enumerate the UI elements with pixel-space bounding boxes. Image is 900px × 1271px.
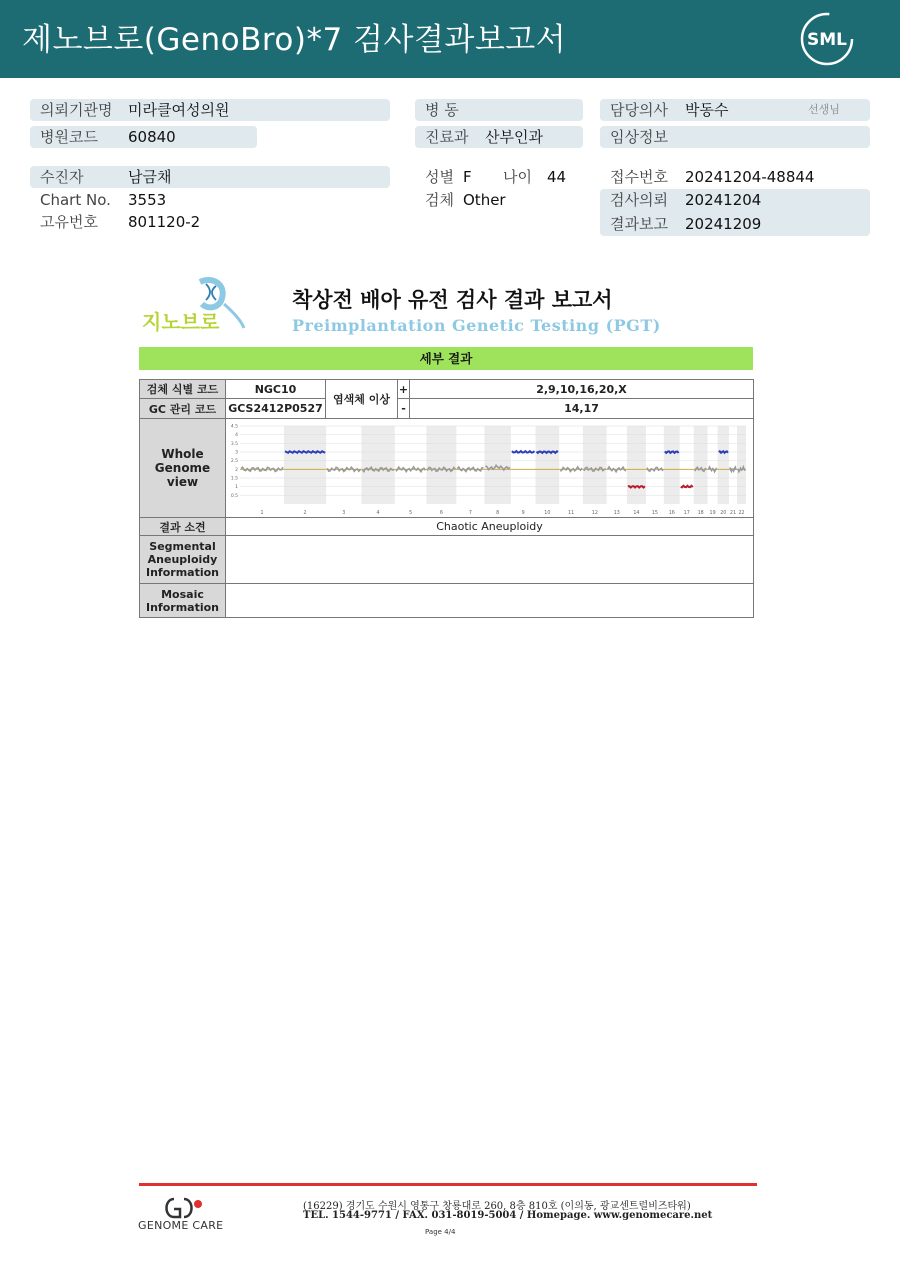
chromosome-band xyxy=(718,426,729,504)
field-label: 병 동 xyxy=(425,101,459,119)
field-unique-no xyxy=(30,211,390,233)
genobro-logo-text: 지노브로 xyxy=(142,310,220,334)
findings-value: Chaotic Aneuploidy xyxy=(226,518,754,536)
segment-gain-chr2 xyxy=(285,451,325,453)
field-value: Other xyxy=(463,191,506,209)
x-tick-label: 2 xyxy=(303,510,307,516)
result-table xyxy=(139,379,754,618)
field-label: 접수번호 xyxy=(610,168,668,186)
field-label: 진료과 xyxy=(425,128,469,146)
field-label: 검체 xyxy=(425,191,454,209)
field-hospital-code xyxy=(30,126,257,148)
segment-loss-chr14 xyxy=(628,486,645,487)
footer-address: (16229) 경기도 수원시 영통구 창룡대로 260, 8층 810호 (이의동, 광교센트럴비즈타워) xyxy=(303,1201,691,1212)
y-tick-label: 3 xyxy=(235,450,238,455)
x-tick-label: 5 xyxy=(409,510,413,516)
section-title: 세부 결과 xyxy=(139,347,753,370)
x-tick-label: 13 xyxy=(613,510,620,516)
field-sex-age xyxy=(415,166,583,188)
y-tick-label: 3.5 xyxy=(230,441,238,447)
gain-sign: + xyxy=(398,380,410,399)
specimen-code-label: 검체 식별 코드 xyxy=(140,380,226,399)
y-tick-label: 4.5 xyxy=(230,424,238,429)
mosaic-label: Mosaic Information xyxy=(140,584,226,618)
header-bar xyxy=(0,0,900,78)
field-value: 20241209 xyxy=(685,215,762,233)
x-tick-label: 6 xyxy=(439,510,443,516)
x-tick-label: 17 xyxy=(683,510,690,516)
table-row xyxy=(140,518,754,536)
whole-genome-chart xyxy=(226,420,752,517)
sml-logo-icon xyxy=(800,12,854,66)
segmental-value xyxy=(226,536,754,584)
footer-divider xyxy=(139,1183,757,1186)
field-value: 20241204 xyxy=(685,191,762,209)
field-dates xyxy=(600,189,870,236)
field-department xyxy=(415,126,583,148)
chromosome-band xyxy=(627,426,646,504)
x-tick-label: 19 xyxy=(709,510,716,516)
y-tick-label: 2 xyxy=(235,467,238,473)
genobro-logo-icon xyxy=(140,274,255,336)
genome-care-name: GENOME CARE xyxy=(138,1219,224,1232)
field-label: 검사의뢰 xyxy=(610,191,668,209)
field-value: 20241204-48844 xyxy=(685,168,815,186)
field-requesting-institution xyxy=(30,99,390,121)
field-label: 담당의사 xyxy=(610,101,668,119)
pgt-title-ko: 착상전 배아 유전 검사 결과 보고서 xyxy=(292,288,613,312)
field-value: 3553 xyxy=(128,191,167,209)
field-label: 결과보고 xyxy=(610,215,668,233)
chromosome-band xyxy=(426,426,456,504)
gc-code-value: GCS2412P0527 xyxy=(226,399,326,419)
x-tick-label: 9 xyxy=(521,510,525,516)
chromosome-band xyxy=(664,426,680,504)
field-label: 수진자 xyxy=(40,168,84,186)
segment-gain-chr20 xyxy=(719,451,728,453)
field-label: 성별 xyxy=(425,168,454,186)
field-receipt-no xyxy=(600,166,870,188)
x-tick-label: 12 xyxy=(591,510,598,516)
segmental-label: Segmental Aneuploidy Information xyxy=(140,536,226,584)
field-clinical-info xyxy=(600,126,870,148)
x-tick-label: 3 xyxy=(342,510,346,516)
report-title: 제노브로(GenoBro)*7 검사결과보고서 xyxy=(22,22,567,58)
field-value: 박동수 xyxy=(685,101,729,119)
field-label: 고유번호 xyxy=(40,213,98,231)
field-doctor xyxy=(600,99,870,121)
page-number: Page 4/4 xyxy=(425,1228,456,1236)
gc-code-label: GC 관리 코드 xyxy=(140,399,226,419)
specimen-code-value: NGC10 xyxy=(226,380,326,399)
segment-normal-chr21 xyxy=(730,467,736,471)
field-value: 산부인과 xyxy=(485,128,543,146)
chromosome-band xyxy=(583,426,607,504)
x-tick-label: 20 xyxy=(720,510,727,516)
field-value: 801120-2 xyxy=(128,213,201,231)
sex-value: F xyxy=(463,168,472,186)
field-label: 병원코드 xyxy=(40,128,98,146)
doctor-suffix: 선생님 xyxy=(808,103,840,116)
chrom-abnormal-label: 염색체 이상 xyxy=(326,380,398,419)
y-tick-label: 0.5 xyxy=(230,493,238,499)
age-value: 44 xyxy=(547,168,567,186)
y-tick-label: 4 xyxy=(235,432,238,438)
table-row xyxy=(140,584,754,618)
x-tick-label: 8 xyxy=(496,510,500,516)
x-tick-label: 21 xyxy=(729,510,737,516)
loss-sign: - xyxy=(398,399,410,419)
x-tick-label: 4 xyxy=(376,510,380,516)
x-tick-label: 7 xyxy=(468,510,472,516)
gain-value: 2,9,10,16,20,X xyxy=(410,380,754,399)
chromosome-band xyxy=(694,426,708,504)
field-value: 미라클여성의원 xyxy=(128,101,230,119)
field-label: Chart No. xyxy=(40,191,111,209)
findings-label: 결과 소견 xyxy=(140,518,226,536)
field-ward xyxy=(415,99,583,121)
mosaic-value xyxy=(226,584,754,618)
field-value: 남금채 xyxy=(128,168,172,186)
x-tick-label: 15 xyxy=(651,510,658,516)
y-tick-label: 2.5 xyxy=(230,458,238,464)
sml-logo-text: SML xyxy=(807,30,847,50)
loss-value: 14,17 xyxy=(410,399,754,419)
x-tick-label: 11 xyxy=(568,510,575,516)
segment-gain-chr9 xyxy=(512,451,535,453)
table-row xyxy=(140,536,754,584)
y-tick-label: 1 xyxy=(235,484,238,490)
genome-care-logo-icon xyxy=(160,1195,206,1221)
x-tick-label: 16 xyxy=(668,510,675,516)
x-tick-label: 1 xyxy=(260,510,264,516)
chromosome-band xyxy=(361,426,394,504)
field-chart-no xyxy=(30,189,390,211)
field-specimen xyxy=(415,189,583,211)
chromosome-band xyxy=(284,426,326,504)
field-value: 60840 xyxy=(128,128,176,146)
field-patient xyxy=(30,166,390,188)
field-label: 임상정보 xyxy=(610,128,668,146)
table-row xyxy=(140,419,754,518)
pgt-title-en: Preimplantation Genetic Testing (PGT) xyxy=(292,316,661,335)
table-row xyxy=(140,380,754,399)
x-tick-label: 10 xyxy=(544,510,551,516)
chromosome-band xyxy=(535,426,559,504)
x-tick-label: 18 xyxy=(697,510,704,516)
chromosome-band xyxy=(737,426,746,504)
x-tick-label: 22 xyxy=(738,510,745,516)
segment-loss-chr17 xyxy=(681,485,693,487)
whole-genome-label: Whole Genome view xyxy=(140,419,226,518)
age-label: 나이 xyxy=(503,168,532,186)
chromosome-band xyxy=(484,426,510,504)
whole-genome-cell xyxy=(226,419,754,518)
field-label: 의뢰기관명 xyxy=(40,101,113,119)
table-row xyxy=(140,399,754,419)
footer-contact: TEL. 1544-9771 / FAX. 031-8019-5004 / Homepage. www.genomecare.net xyxy=(303,1210,713,1221)
x-tick-label: 14 xyxy=(633,510,640,516)
y-tick-label: 1.5 xyxy=(230,476,238,481)
